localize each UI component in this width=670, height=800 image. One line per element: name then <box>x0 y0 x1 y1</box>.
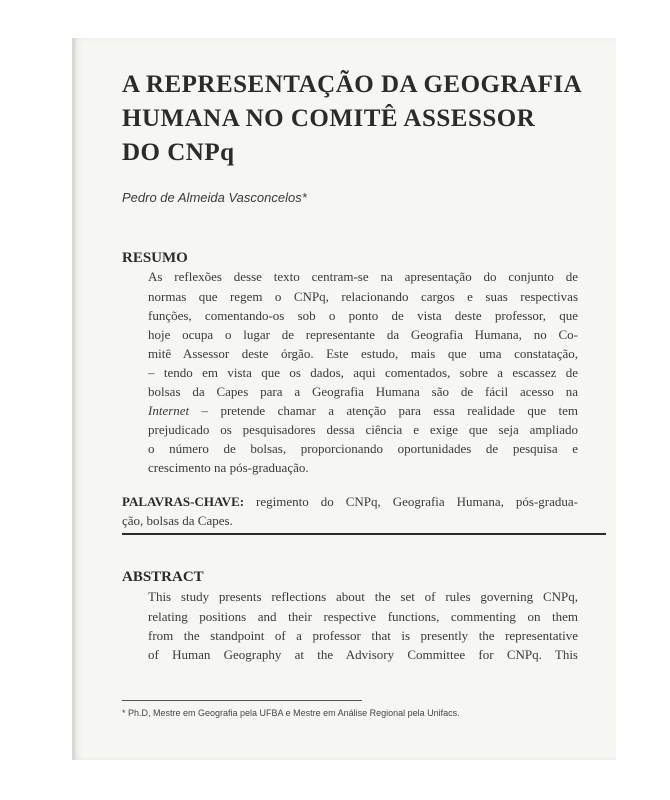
resumo-line: crescimento na pós-graduação. <box>148 460 309 475</box>
resumo-line: – tendo em vista que os dados, aqui comentados, sobre a escassez de <box>148 365 578 380</box>
resumo-line: o número de bolsas, proporcionando oportunidades de pesquisa e <box>148 441 578 456</box>
resumo-line: Internet – pretende chamar a atenção para essa realidade que tem <box>148 403 578 418</box>
abstract-line: of Human Geography at the Advisory Committee for CNPq. This <box>148 647 578 662</box>
author-name: Pedro de Almeida Vasconcelos* <box>122 190 307 205</box>
article-title <box>122 68 602 170</box>
footnote-rule <box>122 700 362 701</box>
abstract-line: relating positions and their respective functions, commenting on them <box>148 609 578 624</box>
abstract-line: from the standpoint of a professor that is presently the representative <box>148 628 578 643</box>
resumo-line: funções, comentando-os sob o ponto de vista deste professor, que <box>148 308 578 323</box>
section-divider <box>122 533 606 535</box>
abstract-heading: ABSTRACT <box>122 569 204 585</box>
resumo-line: prejudicado os pesquisadores dessa ciência e exige que seja ampliado <box>148 422 578 437</box>
resumo-line: bolsas da Capes para a Geografia Humana são de fácil acesso na <box>148 384 578 399</box>
resumo-heading: RESUMO <box>122 250 188 266</box>
keywords-line-2: ção, bolsas da Capes. <box>122 513 233 528</box>
emphasis-word: Internet <box>148 403 190 418</box>
resumo-line: normas que regem o CNPq, relacionando cargos e suas respectivas <box>148 289 578 304</box>
abstract-line: This study presents reflections about the set of rules governing CNPq, <box>148 589 578 604</box>
keywords-line-1 <box>122 493 578 511</box>
keywords-label: PALAVRAS-CHAVE: <box>122 494 245 509</box>
title-line-3: DO CNPq <box>122 139 235 166</box>
author-footnote: * Ph.D, Mestre em Geografia pela UFBA e Mestre em Análise Regional pela Unifacs. <box>122 708 460 718</box>
resumo-line: As reflexões desse texto centram-se na apresentação do conjunto de <box>148 269 578 284</box>
resumo-line: hoje ocupa o lugar de representante da Geografia Humana, no Co- <box>148 327 578 342</box>
title-line-1: A REPRESENTAÇÃO DA GEOGRAFIA <box>122 71 583 98</box>
title-line-2: HUMANA NO COMITÊ ASSESSOR <box>122 105 536 132</box>
page-spine-shadow <box>72 38 75 760</box>
resumo-line: mitê Assessor deste órgão. Este estudo, mais que uma constatação, <box>148 346 578 361</box>
keywords-text: regimento do CNPq, Geografia Humana, pós-gradua- <box>244 494 578 509</box>
